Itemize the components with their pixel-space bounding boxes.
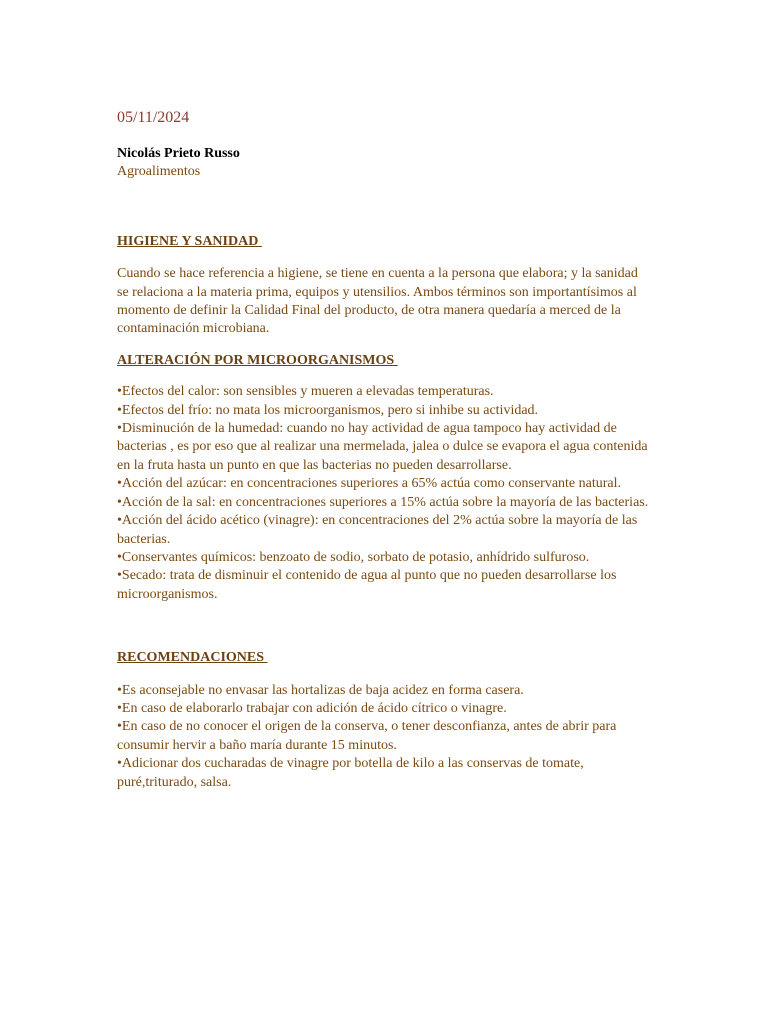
list-item: •Acción de la sal: en concentraciones superiores a 15% actúa sobre la mayoría de las bacterias. (117, 494, 649, 510)
list-item: •Disminución de la humedad: cuando no hay actividad de agua tampoco hay actividad de bacterias , es por eso que al realizar una mermelada, jalea o dulce se evapora el agua contenida en la fruta hasta un punto en que las bacterias no pueden desarrollarse. (117, 421, 648, 473)
list-item: •Efectos del calor: son sensibles y mueren a elevadas temperaturas. (117, 384, 494, 400)
section-heading-recommendations: RECOMENDACIONES (117, 650, 268, 666)
author-name: Nicolás Prieto Russo (117, 146, 240, 161)
section-heading-alteration: ALTERACIÓN POR MICROORGANISMOS (117, 352, 398, 368)
document-body (117, 108, 652, 792)
list-item: •Secado: trata de disminuir el contenido de agua al punto que no pueden desarrollarse los microorganismos. (117, 568, 617, 602)
list-item: •Es aconsejable no envasar las hortalizas de baja acidez en forma casera. (117, 682, 524, 698)
list-item: •En caso de elaborarlo trabajar con adición de ácido cítrico o vinagre. (117, 700, 507, 716)
recommendations-list (117, 682, 652, 792)
department-name: Agroalimentos (117, 164, 201, 180)
list-item: •En caso de no conocer el origen de la conserva, o tener desconfianza, antes de abrir para consumir hervir a baño maría durante 15 minutos. (117, 719, 617, 753)
list-item: •Acción del azúcar: en concentraciones superiores a 65% actúa como conservante natural. (117, 476, 621, 492)
alteration-list (117, 383, 652, 604)
document-date: 05/11/2024 (117, 109, 190, 126)
section-heading-hygiene: HIGIENE Y SANIDAD (117, 233, 262, 249)
list-item: •Adicionar dos cucharadas de vinagre por botella de kilo a las conservas de tomate, puré,triturado, salsa. (117, 756, 584, 790)
list-item: •Acción del ácido acético (vinagre): en concentraciones del 2% actúa sobre la mayoría de las bacterias. (117, 513, 638, 547)
list-item: •Conservantes químicos: benzoato de sodio, sorbato de potasio, anhídrido sulfuroso. (117, 549, 590, 565)
hygiene-paragraph: Cuando se hace referencia a higiene, se tiene en cuenta a la persona que elabora; y la sanidad se relaciona a la materia prima, equipos y utensilios. Ambos términos son importantísimos al momento de definir la Calidad Final del producto, de otra manera quedaría a merced de la contaminación microbiana. (117, 266, 638, 337)
list-item: •Efectos del frío: no mata los microorganismos, pero si inhibe su actividad. (117, 402, 539, 418)
